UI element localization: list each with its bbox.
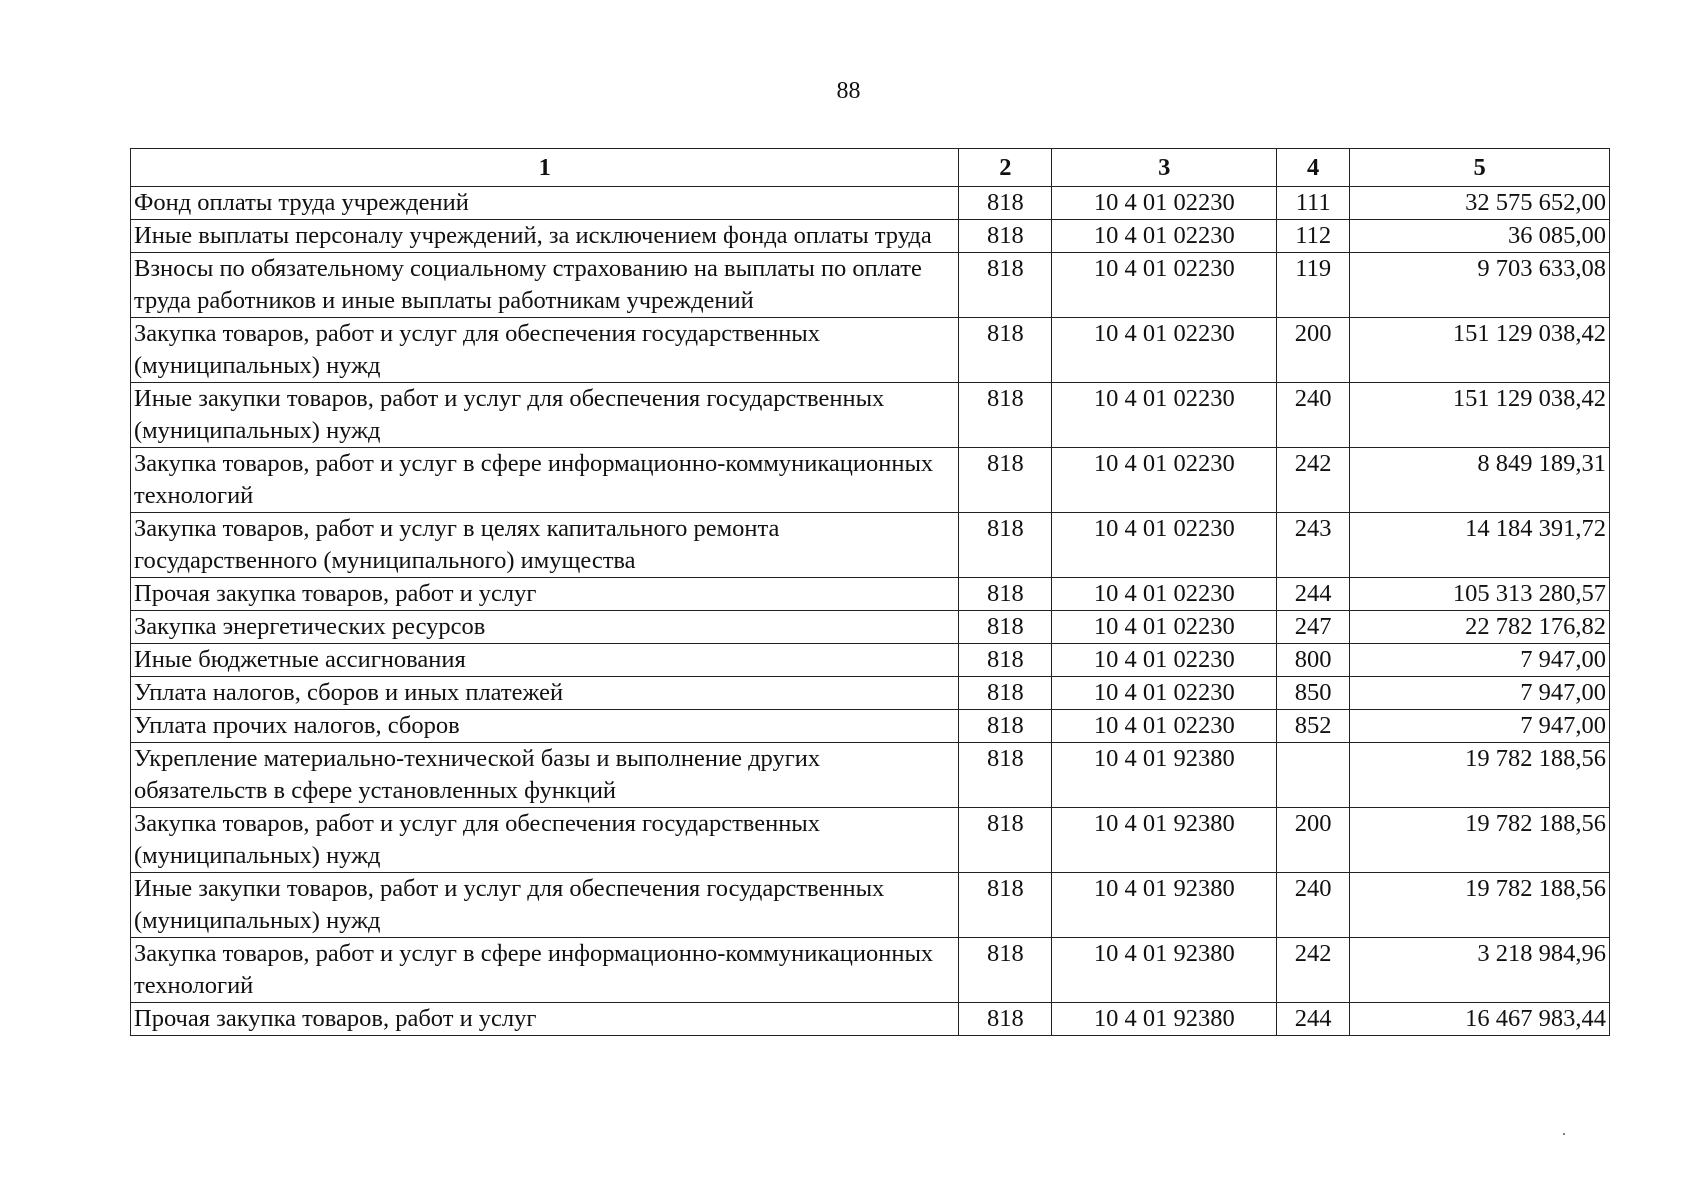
row-col-3: 10 4 01 92380 — [1052, 808, 1277, 873]
table-row — [131, 743, 1610, 808]
table-row — [131, 578, 1610, 611]
table-row — [131, 448, 1610, 513]
row-amount: 3 218 984,96 — [1350, 938, 1610, 1003]
row-col-2: 818 — [959, 253, 1052, 318]
row-amount: 19 782 188,56 — [1350, 743, 1610, 808]
header-col-3: 3 — [1052, 149, 1277, 187]
row-col-4: 111 — [1277, 187, 1350, 220]
table-row — [131, 710, 1610, 743]
header-col-5: 5 — [1350, 149, 1610, 187]
row-amount: 16 467 983,44 — [1350, 1003, 1610, 1036]
row-col-4: 119 — [1277, 253, 1350, 318]
row-col-2: 818 — [959, 187, 1052, 220]
table-body — [131, 187, 1610, 1036]
row-col-4: 242 — [1277, 938, 1350, 1003]
table-row — [131, 1003, 1610, 1036]
row-col-2: 818 — [959, 873, 1052, 938]
row-amount: 151 129 038,42 — [1350, 318, 1610, 383]
row-col-3: 10 4 01 02230 — [1052, 383, 1277, 448]
header-row — [131, 149, 1610, 187]
table-row — [131, 318, 1610, 383]
row-col-4: 247 — [1277, 611, 1350, 644]
row-col-4: 200 — [1277, 318, 1350, 383]
row-description: Уплата прочих налогов, сборов — [131, 710, 959, 743]
row-amount: 105 313 280,57 — [1350, 578, 1610, 611]
row-col-3: 10 4 01 02230 — [1052, 677, 1277, 710]
table-row — [131, 873, 1610, 938]
row-col-2: 818 — [959, 578, 1052, 611]
scan-speck — [1563, 1133, 1565, 1135]
page-number: 88 — [836, 78, 861, 104]
row-description: Закупка товаров, работ и услуг для обеспечения государственных (муниципальных) нужд — [131, 318, 959, 383]
row-amount: 36 085,00 — [1350, 220, 1610, 253]
header-col-4: 4 — [1277, 149, 1350, 187]
row-col-2: 818 — [959, 938, 1052, 1003]
table-header — [131, 149, 1610, 187]
table-row — [131, 644, 1610, 677]
row-col-3: 10 4 01 02230 — [1052, 611, 1277, 644]
row-description: Иные закупки товаров, работ и услуг для обеспечения государственных (муниципальных) нужд — [131, 873, 959, 938]
table-row — [131, 938, 1610, 1003]
row-col-2: 818 — [959, 808, 1052, 873]
table-row — [131, 808, 1610, 873]
row-col-3: 10 4 01 02230 — [1052, 318, 1277, 383]
table-row — [131, 677, 1610, 710]
row-col-3: 10 4 01 92380 — [1052, 938, 1277, 1003]
row-description: Иные бюджетные ассигнования — [131, 644, 959, 677]
row-amount: 19 782 188,56 — [1350, 808, 1610, 873]
row-description: Закупка товаров, работ и услуг в целях капитального ремонта государственного (муниципального) имущества — [131, 513, 959, 578]
row-col-3: 10 4 01 02230 — [1052, 253, 1277, 318]
row-amount: 22 782 176,82 — [1350, 611, 1610, 644]
header-col-2: 2 — [959, 149, 1052, 187]
row-col-4: 243 — [1277, 513, 1350, 578]
row-col-2: 818 — [959, 318, 1052, 383]
row-col-4: 242 — [1277, 448, 1350, 513]
row-col-3: 10 4 01 02230 — [1052, 448, 1277, 513]
row-amount: 7 947,00 — [1350, 677, 1610, 710]
row-col-3: 10 4 01 02230 — [1052, 187, 1277, 220]
row-amount: 151 129 038,42 — [1350, 383, 1610, 448]
row-description: Взносы по обязательному социальному страхованию на выплаты по оплате труда работников и иные выплаты работникам учреждений — [131, 253, 959, 318]
row-col-2: 818 — [959, 611, 1052, 644]
row-description: Иные выплаты персоналу учреждений, за исключением фонда оплаты труда — [131, 220, 959, 253]
row-col-2: 818 — [959, 220, 1052, 253]
row-col-2: 818 — [959, 644, 1052, 677]
row-col-4: 850 — [1277, 677, 1350, 710]
row-description: Уплата налогов, сборов и иных платежей — [131, 677, 959, 710]
row-col-3: 10 4 01 02230 — [1052, 220, 1277, 253]
row-description: Закупка товаров, работ и услуг в сфере информационно-коммуникационных технологий — [131, 448, 959, 513]
row-col-4: 244 — [1277, 578, 1350, 611]
row-col-4: 240 — [1277, 383, 1350, 448]
row-col-3: 10 4 01 92380 — [1052, 743, 1277, 808]
row-description: Закупка энергетических ресурсов — [131, 611, 959, 644]
table-row — [131, 187, 1610, 220]
row-description: Прочая закупка товаров, работ и услуг — [131, 578, 959, 611]
row-description: Закупка товаров, работ и услуг в сфере информационно-коммуникационных технологий — [131, 938, 959, 1003]
row-amount: 7 947,00 — [1350, 710, 1610, 743]
row-col-4: 240 — [1277, 873, 1350, 938]
row-col-3: 10 4 01 02230 — [1052, 710, 1277, 743]
row-col-2: 818 — [959, 743, 1052, 808]
row-amount: 8 849 189,31 — [1350, 448, 1610, 513]
row-description: Прочая закупка товаров, работ и услуг — [131, 1003, 959, 1036]
row-col-3: 10 4 01 02230 — [1052, 644, 1277, 677]
row-col-4: 200 — [1277, 808, 1350, 873]
row-col-2: 818 — [959, 677, 1052, 710]
row-col-2: 818 — [959, 448, 1052, 513]
table-row — [131, 611, 1610, 644]
row-description: Закупка товаров, работ и услуг для обеспечения государственных (муниципальных) нужд — [131, 808, 959, 873]
row-col-2: 818 — [959, 710, 1052, 743]
row-col-4: 852 — [1277, 710, 1350, 743]
row-col-2: 818 — [959, 513, 1052, 578]
row-col-4: 800 — [1277, 644, 1350, 677]
table-row — [131, 513, 1610, 578]
table-row — [131, 220, 1610, 253]
row-amount: 7 947,00 — [1350, 644, 1610, 677]
row-description: Иные закупки товаров, работ и услуг для обеспечения государственных (муниципальных) нужд — [131, 383, 959, 448]
row-col-3: 10 4 01 02230 — [1052, 513, 1277, 578]
header-col-1: 1 — [131, 149, 959, 187]
row-col-3: 10 4 01 92380 — [1052, 873, 1277, 938]
row-description: Укрепление материально-технической базы и выполнение других обязательств в сфере установленных функций — [131, 743, 959, 808]
table-row — [131, 253, 1610, 318]
row-amount: 32 575 652,00 — [1350, 187, 1610, 220]
row-amount: 19 782 188,56 — [1350, 873, 1610, 938]
row-col-3: 10 4 01 02230 — [1052, 578, 1277, 611]
budget-table — [130, 148, 1610, 1036]
row-amount: 14 184 391,72 — [1350, 513, 1610, 578]
row-col-2: 818 — [959, 383, 1052, 448]
row-col-3: 10 4 01 92380 — [1052, 1003, 1277, 1036]
table-row — [131, 383, 1610, 448]
row-description: Фонд оплаты труда учреждений — [131, 187, 959, 220]
row-col-4 — [1277, 743, 1350, 808]
row-col-2: 818 — [959, 1003, 1052, 1036]
row-col-4: 112 — [1277, 220, 1350, 253]
row-amount: 9 703 633,08 — [1350, 253, 1610, 318]
row-col-4: 244 — [1277, 1003, 1350, 1036]
